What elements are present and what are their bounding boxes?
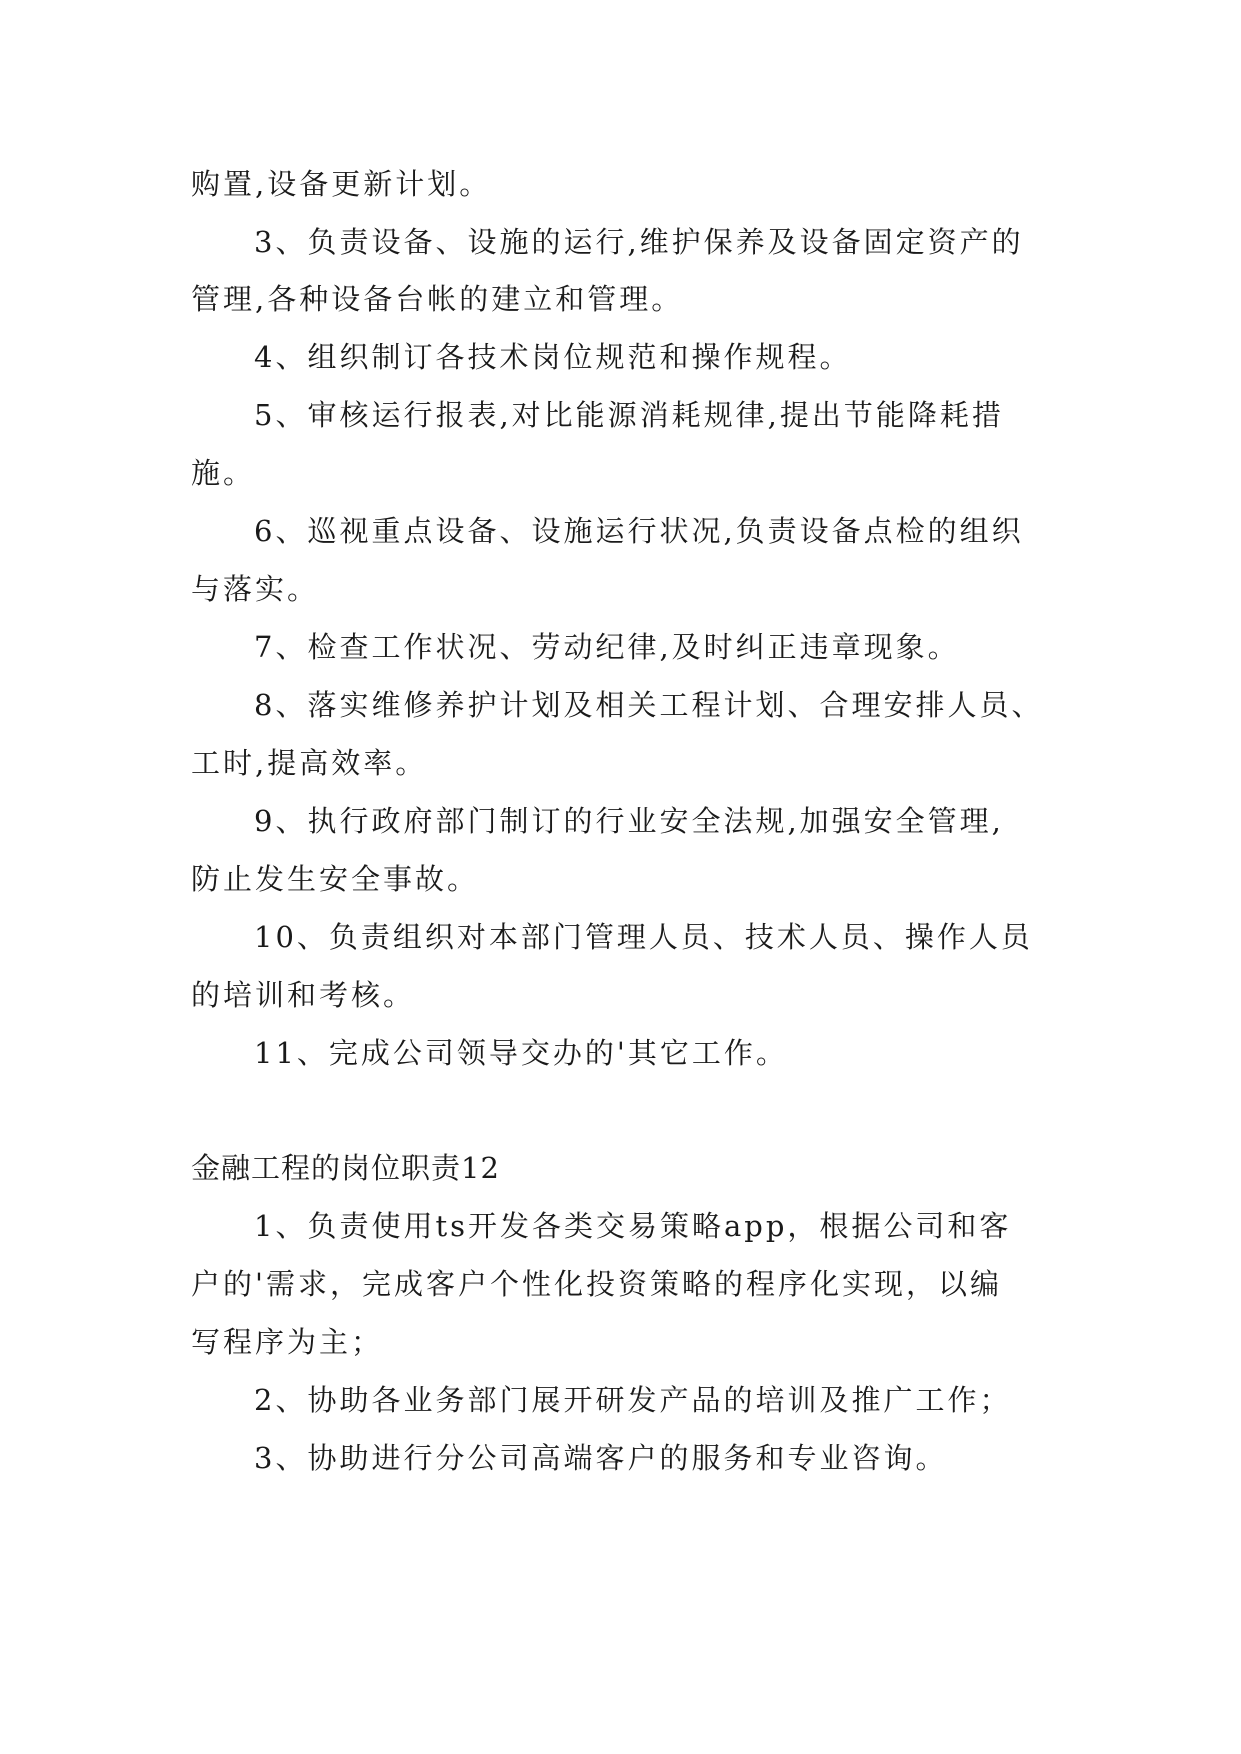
list-item-8: 8、落实维修养护计划及相关工程计划、合理安排人员、 (254, 688, 1044, 722)
text-line: 户的'需求，完成客户个性化投资策略的程序化实现，以编 (191, 1267, 1002, 1301)
text-line: 写程序为主； (191, 1325, 384, 1359)
list-item-1: 1、负责使用ts开发各类交易策略app，根据公司和客 (254, 1209, 1012, 1243)
text-line: 的培训和考核。 (191, 978, 416, 1012)
text-line: 工时,提高效率。 (191, 746, 428, 780)
list-item-9: 9、执行政府部门制订的行业安全法规,加强安全管理, (254, 804, 1004, 838)
list-item-4: 4、组织制订各技术岗位规范和操作规程。 (254, 340, 852, 374)
list-item-10: 10、负责组织对本部门管理人员、技术人员、操作人员 (254, 920, 1033, 954)
text-line: 与落实。 (191, 572, 320, 606)
list-item-5: 5、审核运行报表,对比能源消耗规律,提出节能降耗措 (254, 398, 1004, 432)
list-item-2: 2、协助各业务部门展开研发产品的培训及推广工作； (254, 1383, 1012, 1417)
list-item-3b: 3、协助进行分公司高端客户的服务和专业咨询。 (254, 1441, 948, 1475)
section-heading: 金融工程的岗位职责12 (191, 1151, 500, 1185)
text-line: 购置,设备更新计划。 (191, 167, 492, 201)
list-item-3: 3、负责设备、设施的运行,维护保养及设备固定资产的 (254, 225, 1024, 259)
text-line: 管理,各种设备台帐的建立和管理。 (191, 282, 684, 316)
text-line: 施。 (191, 456, 256, 490)
list-item-11: 11、完成公司领导交办的'其它工作。 (254, 1036, 788, 1070)
text-line: 防止发生安全事故。 (191, 862, 480, 896)
list-item-6: 6、巡视重点设备、设施运行状况,负责设备点检的组织 (254, 514, 1024, 548)
list-item-7: 7、检查工作状况、劳动纪律,及时纠正违章现象。 (254, 630, 960, 664)
